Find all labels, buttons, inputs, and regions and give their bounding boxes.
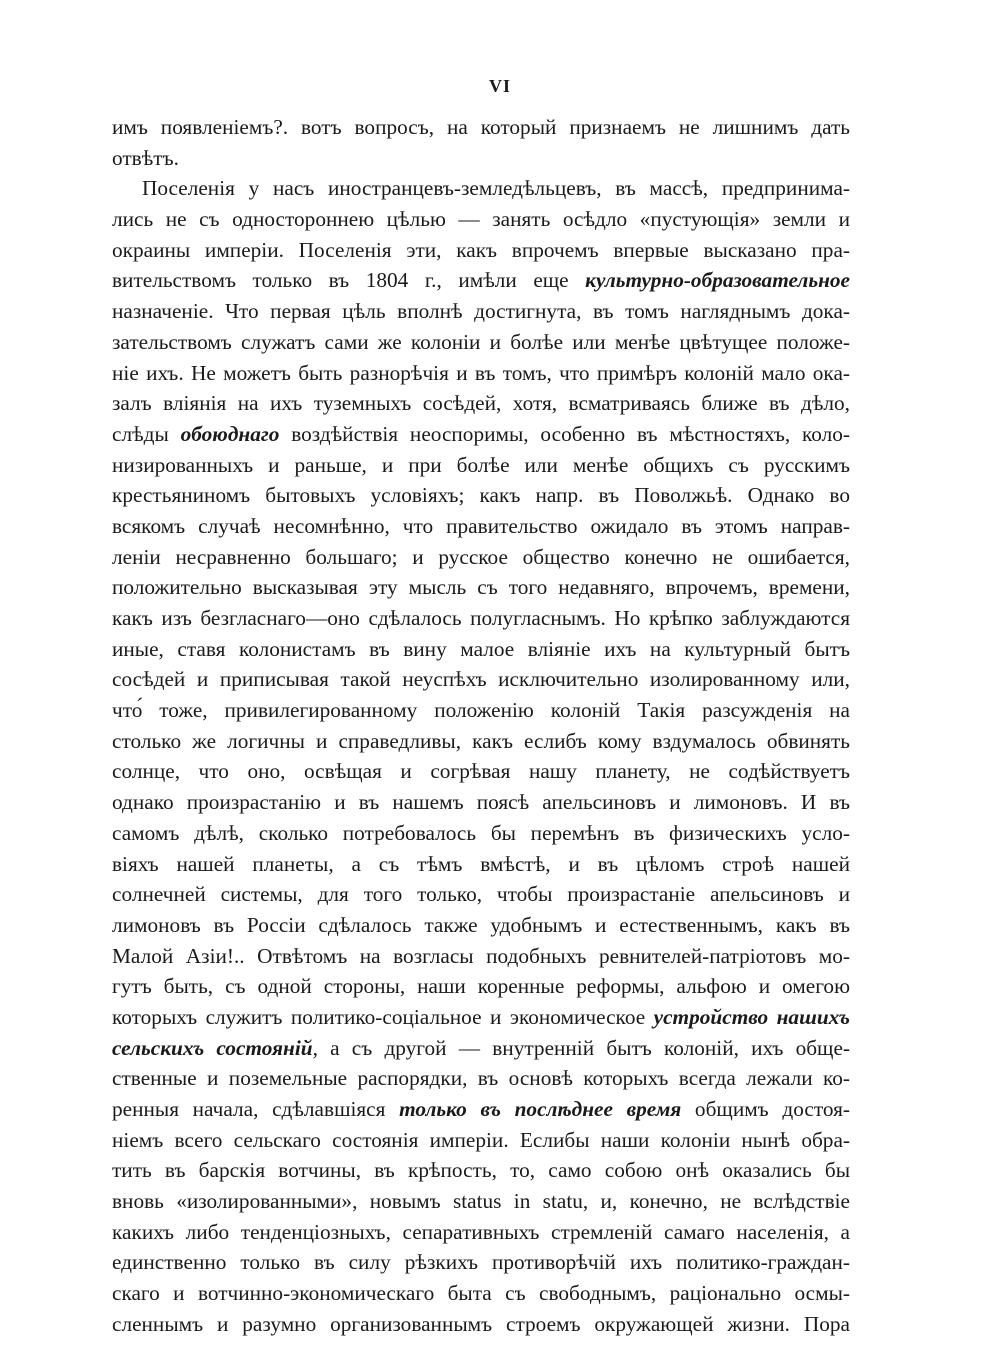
text-line bbox=[112, 1278, 850, 1309]
text-segment: низированныхъ и раньше, и при болѣе или менѣе общихъ съ русскимъ bbox=[112, 452, 850, 477]
text-segment: общимъ достоя- bbox=[681, 1097, 850, 1121]
text-line bbox=[112, 511, 850, 542]
text-segment: столько же логичны и справедливы, какъ еслибъ кому вздумалось обвинять bbox=[112, 728, 850, 753]
text-segment: залъ вліянія на ихъ туземныхъ сосѣдей, хотя, всматриваясь ближе въ дѣло, bbox=[112, 391, 850, 416]
page-number: VI bbox=[488, 76, 511, 96]
text-line bbox=[112, 1125, 850, 1156]
text-segment: воздѣйствія неоспоримы, особенно въ мѣстностяхъ, коло- bbox=[279, 421, 850, 446]
text-segment: Малой Азіи!.. Отвѣтомъ на возгласы подобныхъ ревнителей-патріотовъ мо- bbox=[112, 943, 850, 968]
text-line bbox=[112, 572, 850, 603]
text-segment: всякомъ случаѣ несомнѣнно, что правительство ожидало въ этомъ направ- bbox=[112, 513, 850, 538]
text-line bbox=[112, 726, 850, 757]
text-segment: віяхъ нашей планеты, а съ тѣмъ вмѣстѣ, и въ цѣломъ строѣ нашей bbox=[112, 851, 850, 876]
text-segment: иные, ставя колонистамъ въ вину малое вліяніе ихъ на культурный бытъ bbox=[112, 636, 850, 661]
text-segment: вительствомъ только въ 1804 г., имѣли еще bbox=[112, 268, 586, 293]
text-segment: назначеніе. Что первая цѣль вполнѣ достигнута, въ томъ нагляднымъ дока- bbox=[112, 299, 850, 324]
text-segment: единственно только въ силу рѣзкихъ противорѣчій ихъ политико-граждан- bbox=[112, 1250, 850, 1275]
text-segment: имъ появленіемъ?. вотъ вопросъ, на который признаемъ не лишнимъ дать bbox=[112, 115, 850, 139]
text-segment: самомъ дѣлѣ, сколько потребовалось бы перемѣнъ въ физическихъ усло- bbox=[112, 820, 850, 845]
text-line bbox=[112, 450, 850, 481]
text-line bbox=[112, 1094, 850, 1125]
text-segment: леніи несравненно большаго; и русское общество конечно не ошибается, bbox=[112, 544, 850, 569]
text-segment: сосѣдей и приписывая такой неуспѣхъ исключительно изолированному или, bbox=[112, 667, 850, 692]
text-segment: , а съ другой — внутренній бытъ колоній, ихъ обще- bbox=[312, 1035, 850, 1060]
text-line bbox=[112, 1002, 850, 1033]
text-segment: зательствомъ служатъ сами же колоніи и болѣе или менѣе цвѣтущее положе- bbox=[112, 329, 850, 354]
text-line bbox=[112, 818, 850, 849]
text-segment: лимоновъ въ Россіи сдѣлалось также удобнымъ и естественнымъ, какъ въ bbox=[112, 912, 850, 937]
text-line bbox=[112, 1247, 850, 1278]
text-segment: положительно высказывая эту мысль съ того недавняго, впрочемъ, времени, bbox=[112, 575, 850, 600]
text-segment: однако произрастанію и въ нашемъ поясѣ апельсиновъ и лимоновъ. И въ bbox=[112, 790, 850, 815]
text-line bbox=[112, 235, 850, 266]
text-segment: отвѣтъ. bbox=[112, 145, 179, 170]
text-segment: что́ тоже, привилегированному положенію колоній Такія разсужденія на bbox=[112, 698, 850, 723]
body-text bbox=[112, 112, 850, 1340]
text-segment: слѣды bbox=[112, 421, 181, 446]
text-segment: Поселенія у насъ иностранцевъ-земледѣльцевъ, въ массѣ, предпринима- bbox=[142, 176, 850, 201]
text-line bbox=[112, 849, 850, 880]
text-line bbox=[112, 1155, 850, 1186]
text-line bbox=[112, 143, 850, 174]
text-line bbox=[112, 1063, 850, 1094]
text-segment: лись не съ одностороннею цѣлью — занять осѣдло «пустующія» земли и bbox=[112, 207, 850, 232]
text-line bbox=[112, 265, 850, 296]
text-segment: какъ изъ безгласнаго—оно сдѣлалось полугласнымъ. Но крѣпко заблуждаются bbox=[112, 606, 850, 630]
text-segment: ніемъ всего сельскаго состоянія имперіи. Еслибы наши колоніи нынѣ обра- bbox=[112, 1127, 850, 1152]
text-segment: ственные и поземельные распорядки, въ основѣ которыхъ всегда лежали ко- bbox=[112, 1066, 850, 1091]
text-line bbox=[112, 1186, 850, 1217]
text-line bbox=[112, 756, 850, 787]
text-line bbox=[112, 787, 850, 818]
text-line bbox=[112, 910, 850, 941]
text-segment: какихъ либо тенденціозныхъ, сепаративныхъ стремленій самаго населенія, а bbox=[112, 1219, 850, 1244]
text-line bbox=[112, 603, 850, 634]
text-line bbox=[112, 112, 850, 143]
text-line bbox=[112, 695, 850, 726]
text-line bbox=[112, 1309, 850, 1340]
text-line bbox=[112, 941, 850, 972]
text-segment: ніе ихъ. Не можетъ быть разнорѣчія и въ томъ, что примѣръ колоній мало ока- bbox=[112, 360, 850, 385]
text-line bbox=[112, 358, 850, 389]
emphasized-text: сельскихъ состояній bbox=[112, 1035, 313, 1060]
emphasized-text: только въ послѣднее время bbox=[399, 1097, 682, 1121]
emphasized-text: обоюднаго bbox=[180, 421, 280, 446]
text-line bbox=[112, 542, 850, 573]
text-segment: скаго и вотчинно-экономическаго быта съ свободнымъ, раціонально осмы- bbox=[112, 1281, 850, 1306]
text-line bbox=[112, 879, 850, 910]
text-segment: тить въ барскія вотчины, въ крѣпость, то, само собою онѣ оказались бы bbox=[112, 1158, 850, 1183]
text-segment: солнечней системы, для того только, чтобы произрастаніе апельсиновъ и bbox=[112, 882, 850, 907]
text-line bbox=[112, 173, 850, 204]
text-line bbox=[112, 664, 850, 695]
emphasized-text: культурно-образовательное bbox=[585, 268, 850, 293]
text-line bbox=[112, 480, 850, 511]
text-line bbox=[112, 204, 850, 235]
text-line bbox=[112, 296, 850, 327]
text-line bbox=[112, 327, 850, 358]
text-line bbox=[112, 971, 850, 1002]
text-segment: вновь «изолированными», новымъ status in statu, и, конечно, не вслѣдствіе bbox=[112, 1189, 850, 1214]
text-segment: которыхъ служитъ политико-соціальное и экономическое bbox=[112, 1004, 654, 1029]
text-line bbox=[112, 1217, 850, 1248]
text-segment: окраины имперіи. Поселенія эти, какъ впрочемъ впервые высказано пра- bbox=[112, 237, 850, 262]
text-line bbox=[112, 388, 850, 419]
text-line bbox=[112, 1033, 850, 1064]
text-line bbox=[112, 419, 850, 450]
emphasized-text: устройство нашихъ bbox=[653, 1004, 850, 1029]
text-line bbox=[112, 634, 850, 665]
text-segment: крестьяниномъ бытовыхъ условіяхъ; какъ напр. въ Поволжьѣ. Однако во bbox=[112, 483, 850, 508]
text-segment: солнце, что оно, освѣщая и согрѣвая нашу планету, не содѣйствуетъ bbox=[112, 759, 850, 784]
text-segment: гутъ быть, съ одной стороны, наши коренные реформы, альфою и омегою bbox=[112, 974, 850, 999]
text-segment: ренныя начала, сдѣлавшіяся bbox=[112, 1097, 400, 1121]
text-segment: сленнымъ и разумно организованнымъ строемъ окружающей жизни. Пора bbox=[112, 1311, 850, 1336]
